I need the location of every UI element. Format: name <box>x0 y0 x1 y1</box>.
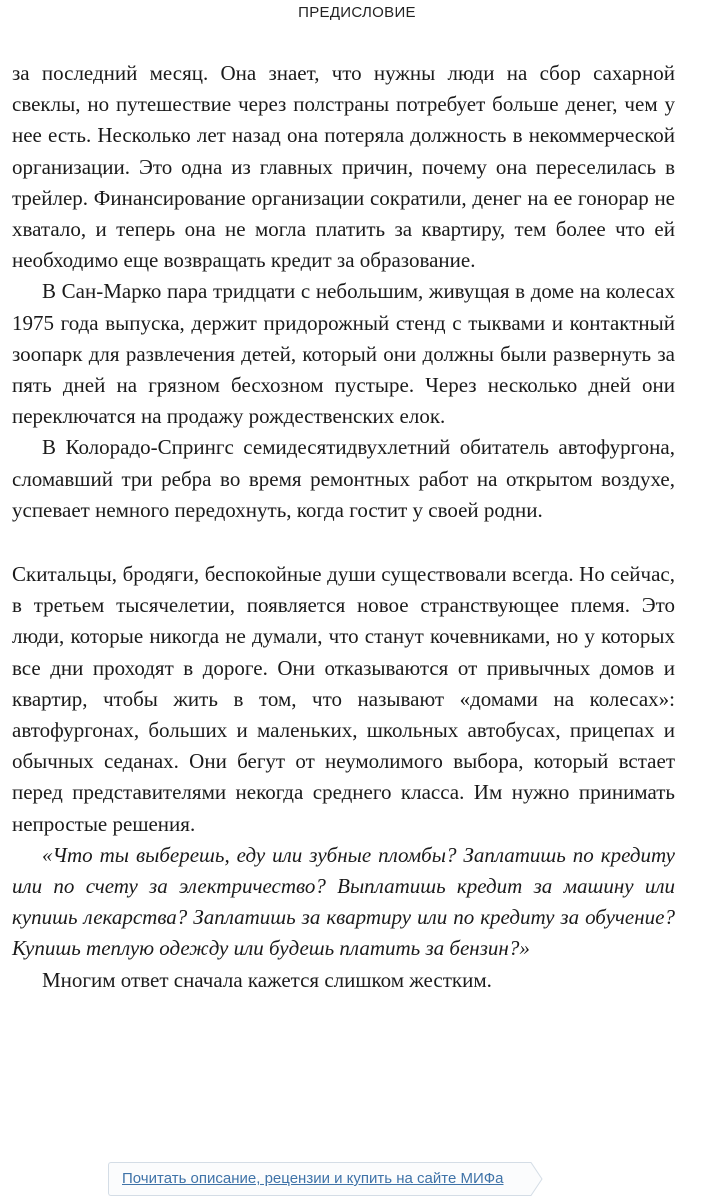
paragraph-wanderers: Скитальцы, бродяги, беспокойные души существовали всегда. Но сейчас, в третьем тысячелетии, появляется новое странствующее племя. Это люди, которые никогда не думали, что станут кочевниками, но у которых все дни проходят в дороге. Они отказываются от привычных домов и квартир, чтобы жить в том, что называют «домами на колесах»: автофургонах, больших и маленьких, школьных автобусах, прицепах и обычных седанах. Они бегут от неумолимого выбора, который встает перед представителями некогда среднего класса. Им нужно принимать непростые решения. <box>12 562 675 836</box>
paragraph-san-marco: В Сан-Марко пара тридцати с небольшим, живущая в доме на колесах 1975 года выпуска, держит придорожный стенд с тыквами и контактный зоопарк для развлечения детей, который они должны были развернуть за пять дней на грязном бесхозном пустыре. Через несколько дней они переключатся на продажу рождественских елок. <box>12 279 675 429</box>
paragraph-colorado-springs: В Колорадо-Спрингс семидесятидвухлетний обитатель автофургона, сломавший три ребра во время ремонтных работ на открытом воздухе, успевает немного передохнуть, когда гостит у своей родни. <box>12 435 675 522</box>
paragraph-continued: за последний месяц. Она знает, что нужны люди на сбор сахарной свеклы, но путешествие через полстраны потребует больше денег, чем у нее есть. Несколько лет назад она потеряла должность в некоммерческой организации. Это одна из главных причин, почему она переселилась в трейлер. Финансирование организации сократили, денег на ее гонорар не хватало, и теперь она не могла платить за квартиру, тем более что ей необходимо еще возвращать кредит за образование. <box>12 61 675 273</box>
cta-banner <box>108 1162 544 1196</box>
running-header: ПРЕДИСЛОВИЕ <box>298 4 416 21</box>
paragraph-quote: «Что ты выберешь, еду или зубные пломбы? Заплатишь по кредиту или по счету за электричество? Выплатишь кредит за машину или купишь лекарства? Заплатишь за квартиру или по кредиту за обучение? Купишь теплую одежду или будешь платить за бензин?» <box>12 842 675 961</box>
buy-on-mif-link[interactable]: Почитать описание, рецензии и купить на сайте МИФа <box>108 1162 530 1196</box>
page-body <box>12 58 675 996</box>
paragraph-closing: Многим ответ сначала кажется слишком жестким. <box>42 967 492 992</box>
